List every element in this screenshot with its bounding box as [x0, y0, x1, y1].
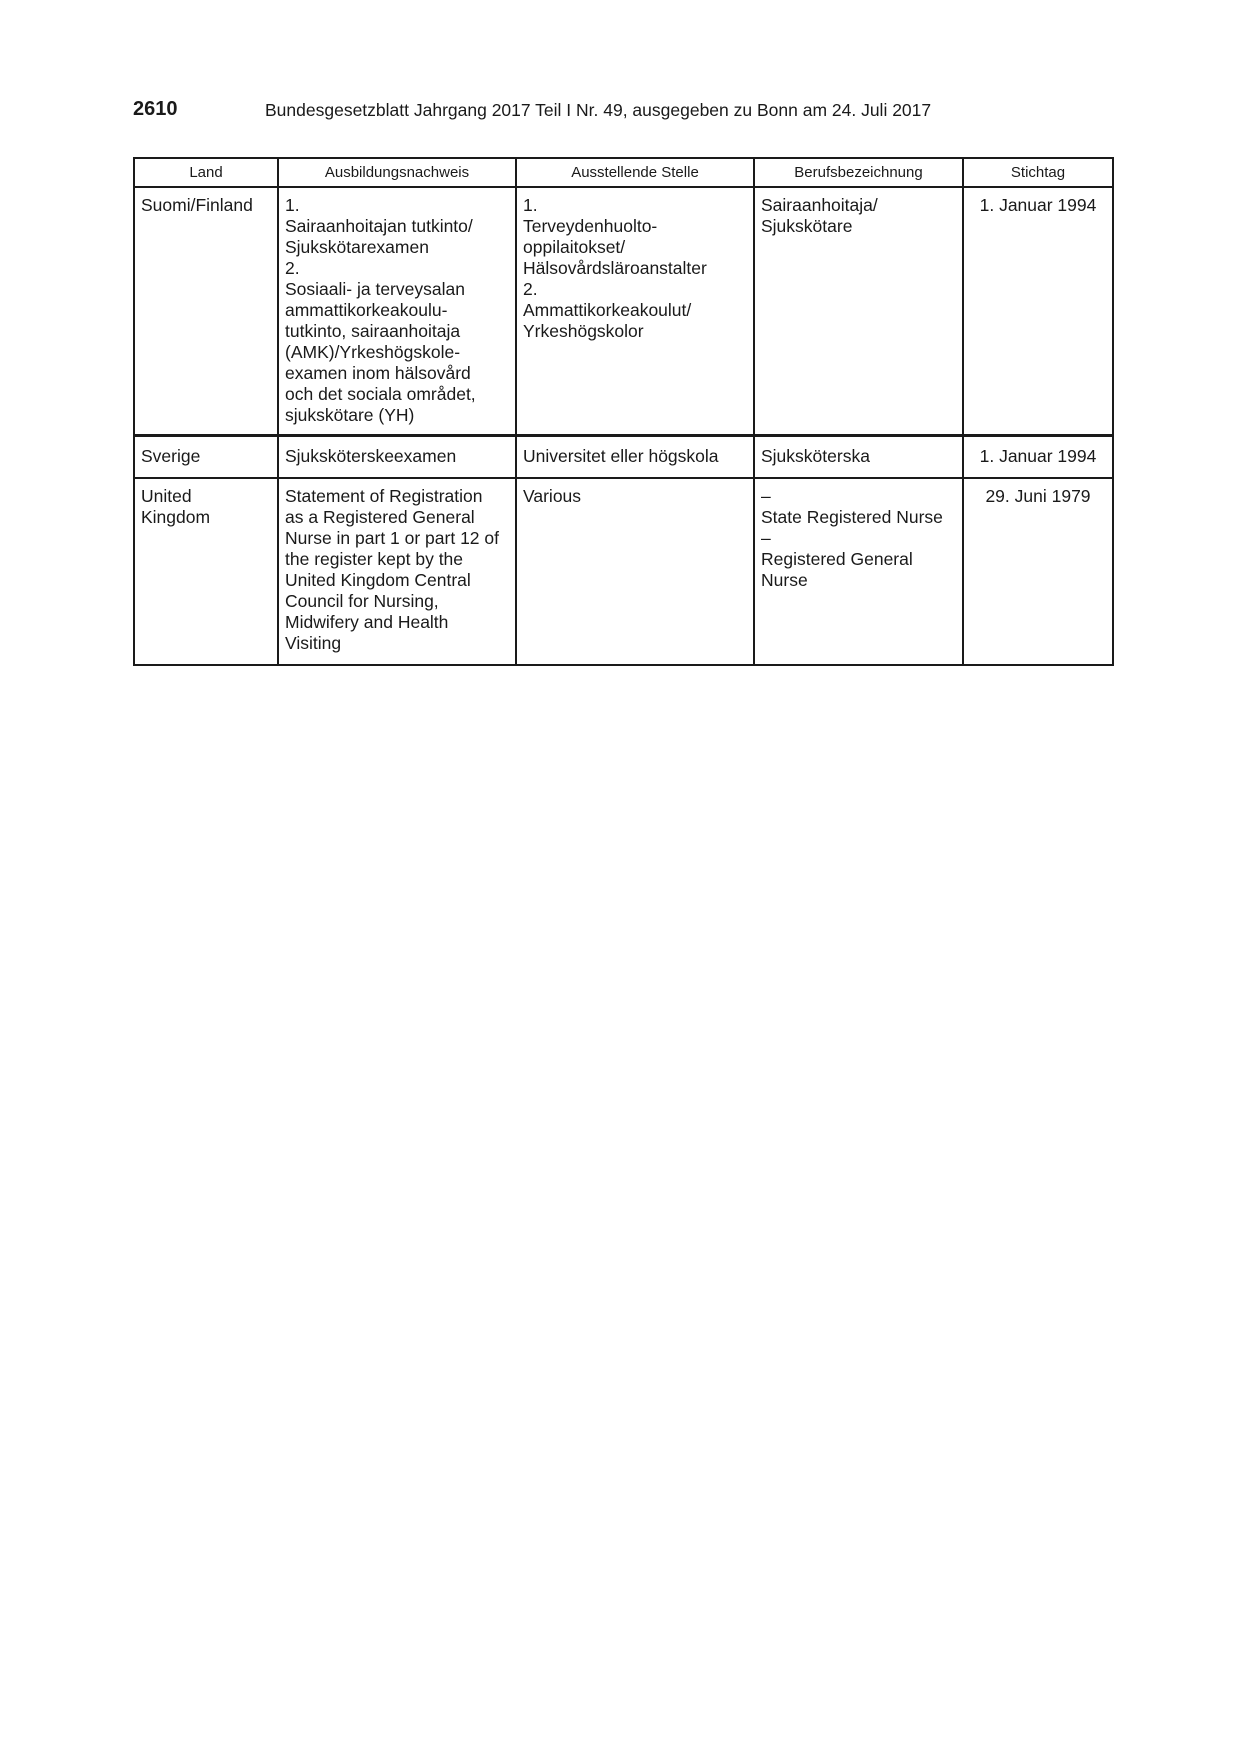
cell-line: Nurse in part 1 or part 12 of [285, 528, 499, 548]
cell-land [134, 436, 278, 479]
cell-stichtag: 1. Januar 1994 [963, 187, 1113, 436]
cell-line: – [761, 486, 771, 506]
cell-land [134, 478, 278, 665]
cell-line: 1. [523, 195, 538, 215]
column-header-stichtag: Stichtag [963, 158, 1113, 187]
cell-line: oppilaitokset/ [523, 237, 626, 257]
cell-ausstellende-stelle [516, 187, 754, 436]
cell-line: Terveydenhuolto- [523, 216, 658, 236]
table-header-row [134, 158, 1113, 187]
cell-line: 2. [523, 279, 538, 299]
column-header-ausstellende-stelle: Ausstellende Stelle [516, 158, 754, 187]
cell-line: 1. [285, 195, 300, 215]
cell-berufsbezeichnung [754, 478, 963, 665]
cell-line: 2. [285, 258, 300, 278]
table-row [134, 436, 1113, 479]
cell-line: Sairaanhoitaja/ [761, 195, 878, 215]
cell-line: Visiting [285, 633, 342, 653]
qualifications-table [133, 157, 1114, 666]
cell-line: United [141, 486, 192, 506]
cell-line: Registered General [761, 549, 913, 569]
cell-line: Midwifery and Health [285, 612, 449, 632]
cell-ausbildungsnachweis [278, 187, 516, 436]
cell-line: the register kept by the [285, 549, 464, 569]
cell-line: Sjuksköterska [761, 446, 870, 466]
cell-line: Yrkeshögskolor [523, 321, 644, 341]
cell-line: tutkinto, sairaanhoitaja [285, 321, 461, 341]
cell-line: Sjukskötarexamen [285, 237, 429, 257]
cell-line: examen inom hälsovård [285, 363, 471, 383]
cell-line: ammattikorkeakoulu- [285, 300, 448, 320]
cell-line: United Kingdom Central [285, 570, 471, 590]
cell-ausbildungsnachweis [278, 436, 516, 479]
cell-line: Statement of Registration [285, 486, 483, 506]
cell-line: State Registered Nurse [761, 507, 943, 527]
cell-line: Suomi/Finland [141, 195, 253, 215]
running-head: Bundesgesetzblatt Jahrgang 2017 Teil I Nr. 49, ausgegeben zu Bonn am 24. Juli 2017 [265, 100, 932, 120]
cell-stichtag: 1. Januar 1994 [963, 436, 1113, 479]
column-header-land: Land [134, 158, 278, 187]
cell-line: Nurse [761, 570, 808, 590]
cell-berufsbezeichnung [754, 187, 963, 436]
cell-line: Ammattikorkeakoulut/ [523, 300, 692, 320]
cell-land [134, 187, 278, 436]
cell-line: Sjukskötare [761, 216, 853, 236]
cell-line: sjukskötare (YH) [285, 405, 415, 425]
page-number: 2610 [133, 98, 178, 120]
cell-line: Sosiaali- ja terveysalan [285, 279, 465, 299]
cell-line: Sairaanhoitajan tutkinto/ [285, 216, 473, 236]
cell-line: och det sociala området, [285, 384, 476, 404]
cell-line: Hälsovårdsläroanstalter [523, 258, 707, 278]
cell-ausstellende-stelle [516, 478, 754, 665]
cell-line: Kingdom [141, 507, 211, 527]
column-header-ausbildungsnachweis: Ausbildungsnachweis [278, 158, 516, 187]
cell-line: Universitet eller högskola [523, 446, 719, 466]
cell-line: as a Registered General [285, 507, 475, 527]
page-header [133, 98, 1113, 128]
cell-line: – [761, 528, 771, 548]
cell-ausstellende-stelle [516, 436, 754, 479]
cell-line: Sverige [141, 446, 201, 466]
table-row [134, 187, 1113, 436]
cell-line: Council for Nursing, [285, 591, 439, 611]
cell-ausbildungsnachweis [278, 478, 516, 665]
column-header-berufsbezeichnung: Berufsbezeichnung [754, 158, 963, 187]
cell-berufsbezeichnung [754, 436, 963, 479]
table-row [134, 478, 1113, 665]
cell-line: Various [523, 486, 582, 506]
cell-stichtag: 29. Juni 1979 [963, 478, 1113, 665]
cell-line: (AMK)/Yrkeshögskole- [285, 342, 461, 362]
cell-line: Sjuksköterskeexamen [285, 446, 457, 466]
